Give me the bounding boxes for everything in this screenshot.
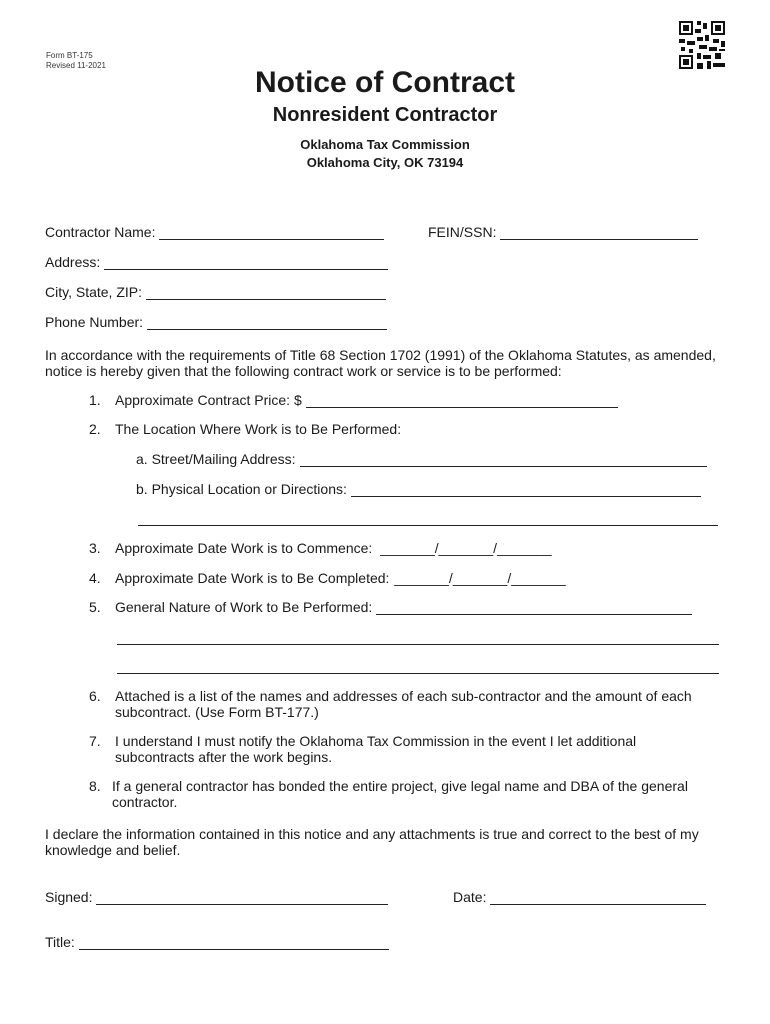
item-label: Approximate Date Work is to Be Completed: [115,570,390,586]
fein-row [428,224,698,240]
signature-field[interactable] [96,891,388,905]
item-commence-date [89,540,552,556]
item-notify-commission [89,733,719,765]
item-text: If a general contractor has bonded the entire project, give legal name and DBA of the general contractor. [112,778,688,810]
contract-price-field[interactable] [306,394,618,408]
contractor-name-row [45,224,384,240]
date-field[interactable] [490,891,706,905]
intro-paragraph: In accordance with the requirements of Title 68 Section 1702 (1991) of the Oklahoma Statutes, as amended, notice is hereby given that the following contract work or service is to be performed: [45,347,716,379]
item-street-address [136,451,707,467]
title-field[interactable] [79,936,389,950]
city-state-zip-row [45,284,386,300]
physical-location-label: b. Physical Location or Directions: [136,481,347,497]
item-number: 7. [89,733,101,749]
page-subtitle: Nonresident Contractor [272,104,498,126]
nature-of-work-field[interactable] [376,601,692,615]
commence-date-field[interactable]: _______/_______/_______ [380,540,552,556]
title-label: Title: [45,934,75,950]
declaration-paragraph: I declare the information contained in this notice and any attachments is true and correct to the best of my knowledge and belief. [45,826,699,858]
completion-date-field[interactable]: _______/_______/_______ [394,570,566,586]
item-number: 6. [89,688,101,704]
item-contract-price [89,392,618,408]
item-number: 1. [89,392,101,408]
agency-name: Oklahoma Tax Commission [300,137,470,152]
item-text: Attached is a list of the names and addresses of each sub-contractor and the amount of each subcontract. (Use Form BT-177.) [115,688,692,720]
item-nature-of-work [89,599,692,615]
item-subcontractor-list [89,688,719,720]
phone-label: Phone Number: [45,314,144,330]
address-label: Address: [45,254,101,270]
item-label: The Location Where Work is to Be Performed: [115,421,402,437]
signed-label: Signed: [45,889,93,905]
phone-field[interactable] [147,316,387,330]
form-number: Form BT-175 [46,51,93,60]
item-label: Approximate Contract Price: $ [115,392,302,408]
date-row [453,889,706,905]
item-number: 8. [89,778,101,794]
item-text: I understand I must notify the Oklahoma Tax Commission in the event I let additional subcontracts after the work begins. [115,733,637,765]
physical-location-field-continued[interactable] [138,512,718,526]
agency-block [0,136,770,172]
phone-row [45,314,387,330]
item-bonded-contractor [89,778,719,810]
item-completion-date [89,570,566,586]
item-number: 2. [89,421,101,437]
item-number: 4. [89,570,101,586]
contractor-name-field[interactable] [159,226,384,240]
street-address-label: a. Street/Mailing Address: [136,451,296,467]
item-location [89,421,401,437]
street-address-field[interactable] [300,453,707,467]
city-state-zip-field[interactable] [146,286,386,300]
item-physical-location [136,481,701,497]
address-row [45,254,388,270]
item-number: 5. [89,599,101,615]
qr-code-icon [679,21,725,69]
date-label: Date: [453,889,487,905]
form-revision: Revised 11-2021 [46,61,106,70]
item-label: Approximate Date Work is to Commence: [115,540,373,556]
item-label: General Nature of Work to Be Performed: [115,599,373,615]
physical-location-field[interactable] [351,483,701,497]
contractor-name-label: Contractor Name: [45,224,156,240]
fein-field[interactable] [500,226,698,240]
nature-of-work-field-line-2[interactable] [117,631,719,645]
address-field[interactable] [104,256,388,270]
title-row [45,934,389,950]
fein-label: FEIN/SSN: [428,224,497,240]
page-title: Notice of Contract [254,66,515,99]
nature-of-work-field-line-3[interactable] [117,660,719,674]
signed-row [45,889,388,905]
city-state-zip-label: City, State, ZIP: [45,284,142,300]
item-number: 3. [89,540,101,556]
agency-city: Oklahoma City, OK 73194 [306,155,464,170]
